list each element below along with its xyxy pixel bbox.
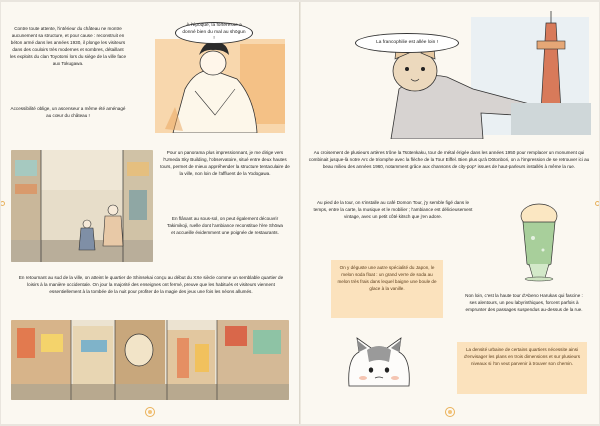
- intro-text-2: Accessibilité oblige, un ascenseur a même été aménagé au cœur du château !: [10, 106, 126, 118]
- abeno-text: Non loin, c'est la haute tour d'Abeno Harukas qui fascine : ses alentours, un peu labyrinthiques, forcent parfois à emprunter des passages suspendus au-dessus de la rue.: [465, 293, 583, 312]
- side-ornament-left: [1, 201, 5, 206]
- right-page: [301, 2, 599, 424]
- side-ornament-right: [595, 201, 599, 206]
- note-urban-density: La densité urbaine de certains quartiers nécessite ainsi d'envisager les plans en trois dimensions et sur plusieurs niveaux si l'on veut parvenir à trouver son chemin.: [457, 342, 587, 394]
- note-melon-soda: On y déguste une autre spécialité du Japon, le melon soda float : un grand verre de soda au melon très frais dans lequel baigne une boule de glace à la vanille.: [331, 260, 443, 318]
- speech-bubble-shogun: À l'époque, la forteresse a donné bien du mal au shōgun !: [175, 22, 253, 44]
- panorama-text-2: En flânant au sous-sol, on peut également découvrir Takimikoji, ruelle dont l'ambiance reconstitue l'ère Shōwa et accueille évidemment une poignée de restaurants.: [167, 216, 283, 235]
- street-illustration: [11, 150, 153, 262]
- panel-cat-tower: [351, 11, 591, 139]
- panorama-text: Pour un panorama plus impressionnant, je me dirige vers l'Umeda Sky Building, l'observatoire, situé entre deux hautes tours, permet de mieux appréhender la structure tentaculaire de la ville, non loin de l'affluent de la Yodogawa.: [160, 150, 290, 176]
- speech-bubble-francophilie: La francophilie est allée loin !: [355, 33, 459, 53]
- cat-tower-illustration: [351, 11, 591, 139]
- melon-soda-illustration: [489, 192, 589, 282]
- panel-street: [11, 150, 153, 262]
- panel-neon-street: [11, 320, 289, 400]
- neon-street-illustration: [11, 320, 289, 400]
- page-ornament-left: [145, 407, 155, 417]
- panel-cat-face: [341, 336, 417, 396]
- shinsekai-text: En retournant au sud de la ville, on atteint le quartier de Shinsekai conçu au début du XXe siècle comme un semblable quartier de loisirs à la manière occidentale. On jour la majorité des enseignes ont fermé, preuve que les habitués et visiteurs viennent essentiellement à la tombée de la nuit pour profiter de la magie des jeux une fois les néons allumés.: [18, 275, 284, 294]
- tsutenkaku-text: Au croisement de plusieurs artères trône la Tsūtenkaku, tour de métal érigée dans les années 1950 pour remplacer un monument qui combinait jusque-là notre Arc de triomphe avec la flèche de la Tour Eiffel. Bien plus qu'à Dōtonbori, on a l'impression de se retrouver ici au beau milieu des années 1960, notamment grâce aux chansons de city-pop* issues de haut-parleurs installés à même la rue.: [308, 150, 590, 169]
- intro-text: Contre toute attente, l'intérieur du château ne montre aucunement sa structure, et pour cause : reconstruit en béton armé dans les années 1930, il plonge les visiteurs dans des couloirs très modernes et sombres, détaillant les exploits du clan Toyotomi lors du siège de la ville face aux Tokugawa.: [9, 26, 127, 66]
- cafe-text: Au pied de la tour, on s'installe au café Domon Tour, j'y semble figé dans le temps, entre la carte, la musique et le mobilier ; l'ambiance est délicieusement vintage, avec un petit côté kitsch que j'en adore.: [313, 200, 473, 219]
- panel-lady-kimono: [145, 19, 291, 133]
- page-ornament-right: [445, 407, 455, 417]
- left-page: [1, 2, 299, 424]
- panel-melon-soda: [489, 192, 589, 282]
- cat-face-illustration: [341, 336, 417, 396]
